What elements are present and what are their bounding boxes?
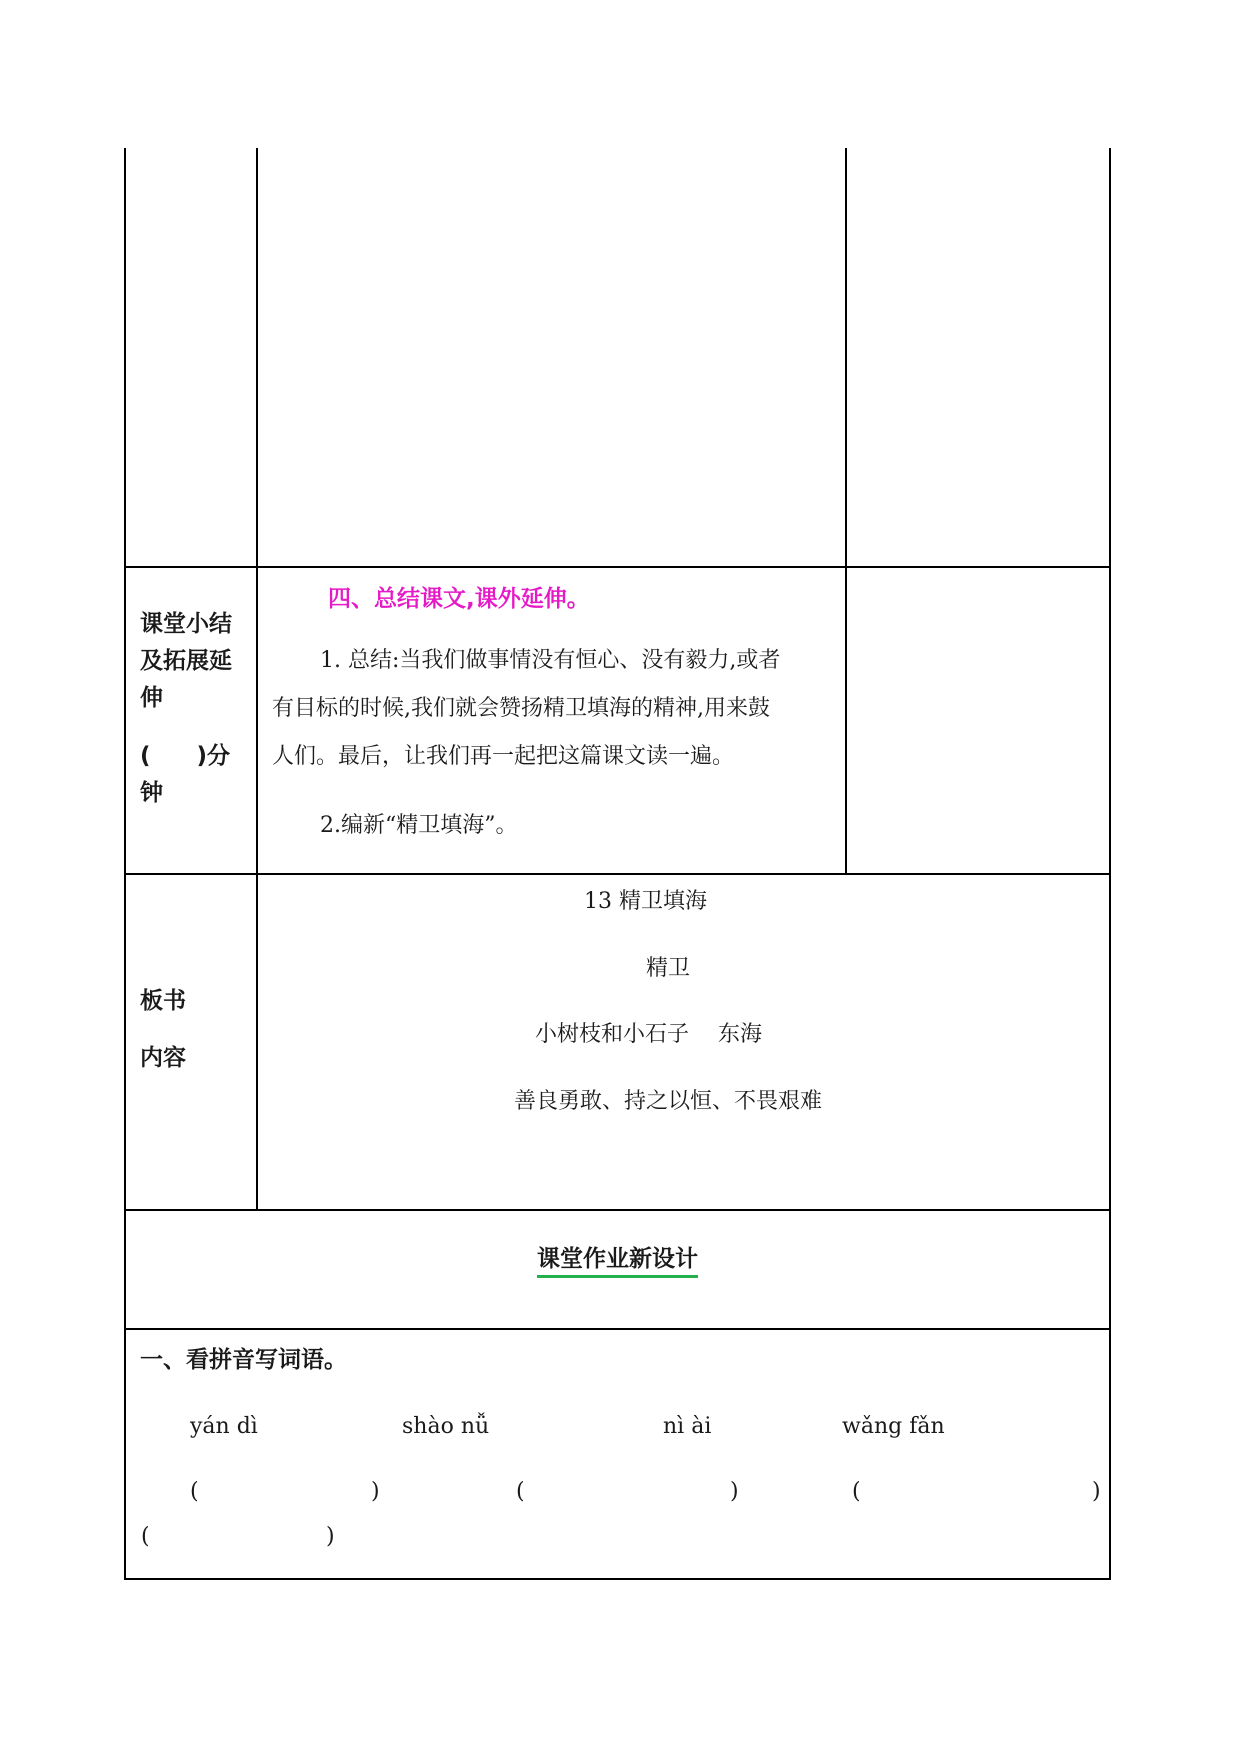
row-divider-4 — [124, 1328, 1111, 1330]
table-bottom-border — [124, 1578, 1111, 1580]
homework-title-wrap — [124, 1248, 1111, 1271]
table-left-border — [124, 148, 126, 1580]
summary-paragraph-line: 1. 总结:当我们做事情没有恒心、没有毅力,或者 — [320, 648, 781, 673]
answer-open-paren: ( — [141, 1524, 150, 1549]
homework-title: 课堂作业新设计 — [537, 1246, 698, 1278]
column-divider-2 — [845, 148, 847, 874]
row-divider-2 — [124, 873, 1111, 875]
answer-close-paren: ) — [371, 1479, 380, 1504]
answer-close-paren: ) — [730, 1479, 739, 1504]
pinyin-item: nì ài — [663, 1414, 712, 1439]
summary-paragraph-line: 有目标的时候,我们就会赞扬精卫填海的精神,用来鼓 — [272, 696, 770, 721]
answer-open-paren: ( — [190, 1479, 199, 1504]
summary-label-line: 伸 — [140, 685, 163, 711]
board-line: 小树枝和小石子 东海 — [535, 1022, 762, 1047]
summary-label-line: 课堂小结 — [140, 611, 232, 637]
table-right-border — [1109, 148, 1111, 1580]
board-line: 善良勇敢、持之以恒、不畏艰难 — [514, 1089, 823, 1114]
summary-content-cell — [258, 568, 845, 873]
pinyin-item: shào nǚ — [402, 1414, 490, 1439]
board-title: 13 精卫填海 — [584, 889, 707, 914]
pinyin-item: wǎng fǎn — [842, 1414, 945, 1439]
summary-label-line: 及拓展延 — [140, 648, 232, 674]
summary-label-line: 钟 — [140, 780, 163, 806]
pinyin-item: yán dì — [190, 1414, 258, 1439]
section-heading: 四、总结课文,课外延伸。 — [328, 586, 590, 612]
row-divider-3 — [124, 1209, 1111, 1211]
answer-open-paren: ( — [852, 1479, 861, 1504]
board-label-line: 板书 — [140, 988, 186, 1014]
board-line: 精卫 — [646, 956, 691, 981]
answer-close-paren: ) — [326, 1524, 335, 1549]
board-label-line: 内容 — [140, 1045, 186, 1071]
answer-open-paren: ( — [516, 1479, 525, 1504]
summary-paragraph-line: 2.编新“精卫填海”。 — [320, 813, 518, 838]
answer-close-paren: ) — [1092, 1479, 1101, 1504]
summary-paragraph-line: 人们。最后，让我们再一起把这篇课文读一遍。 — [272, 744, 735, 769]
summary-label-line: ( )分 — [140, 743, 231, 769]
question-title: 一、看拼音写词语。 — [140, 1347, 347, 1373]
